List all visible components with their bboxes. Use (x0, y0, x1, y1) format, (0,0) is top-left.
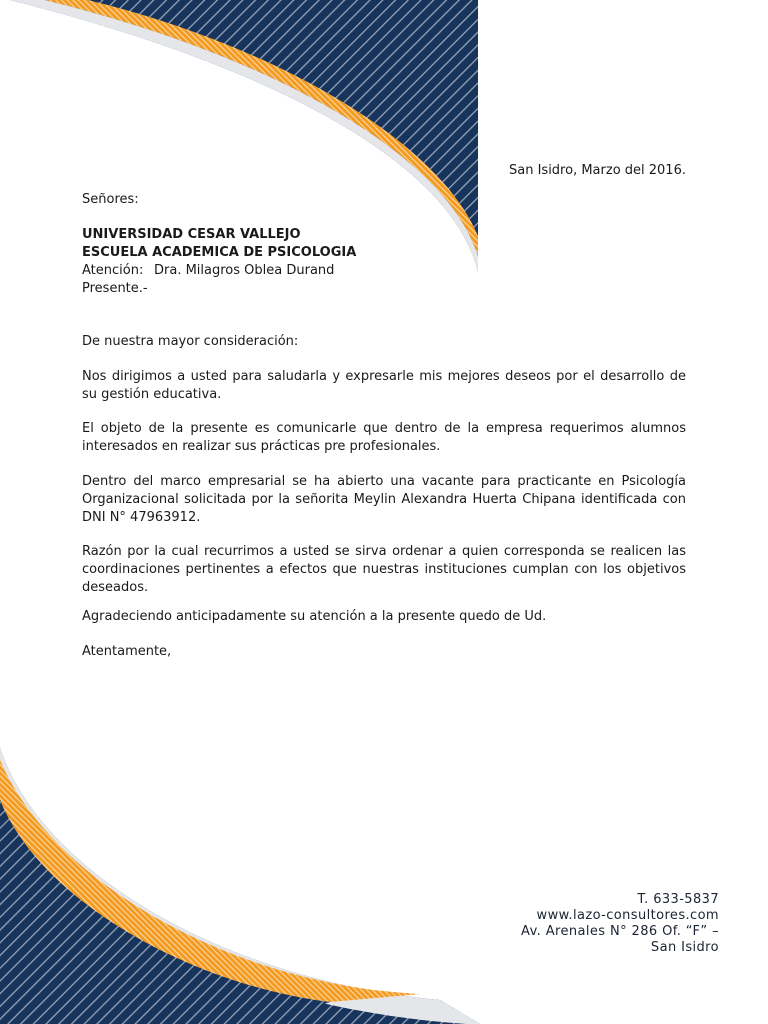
greeting: Señores: (82, 192, 139, 207)
presente-line: Presente.- (82, 281, 148, 296)
attention-name: Dra. Milagros Oblea Durand (154, 263, 335, 278)
footer-website: www.lazo-consultores.com (536, 908, 719, 923)
bottom-wave (0, 748, 480, 1024)
body-paragraph-4: Razón por la cual recurrimos a usted se sirva ordenar a quien corresponda se realicen las coordinaciones pertinentes a efectos que nuestras instituciones cumplan con los objetivos deseados. (82, 544, 686, 595)
closing: Atentamente, (82, 644, 172, 659)
attention-label: Atención: (82, 263, 144, 278)
body-paragraph-3: Dentro del marco empresarial se ha abierto una vacante para practicante en Psicología Organizacional solicitada por la señorita Meylin Alexandra Huerta Chipana identificada con DNI N° 47963912. (82, 474, 686, 525)
attention-line (82, 262, 334, 280)
body-paragraph-2: El objeto de la presente es comunicarle que dentro de la empresa requerimos alumnos interesados en realizar sus prácticas pre profesionales. (82, 421, 686, 454)
footer-address-line-1: Av. Arenales N° 286 Of. “F” – (521, 924, 719, 939)
footer-address-line-2: San Isidro (650, 940, 719, 955)
recipient-department: ESCUELA ACADEMICA DE PSICOLOGIA (82, 245, 357, 260)
letter-date: San Isidro, Marzo del 2016. (509, 163, 686, 178)
salutation: De nuestra mayor consideración: (82, 334, 299, 349)
recipient-organization: UNIVERSIDAD CESAR VALLEJO (82, 227, 301, 242)
body-paragraph-5: Agradeciendo anticipadamente su atención a la presente quedo de Ud. (82, 609, 547, 624)
footer-phone: T. 633-5837 (637, 892, 719, 907)
contact-footer (521, 892, 719, 956)
body-paragraph-1: Nos dirigimos a usted para saludarla y expresarle mis mejores deseos por el desarrollo de su gestión educativa. (82, 369, 686, 402)
company-logo (28, 30, 146, 140)
